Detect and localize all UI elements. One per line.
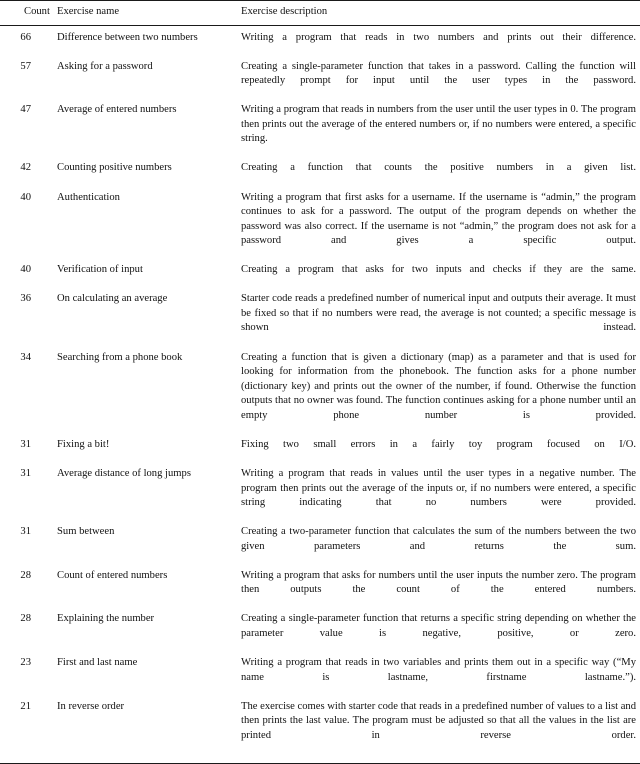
table-row	[0, 191, 640, 264]
cell-exercise-description: Fixing two small errors in a fairly toy program focused on I/O.	[241, 438, 636, 450]
table-row	[0, 569, 640, 613]
table-row	[0, 525, 640, 569]
cell-exercise-description: Creating a function that is given a dictionary (map) as a parameter and that is used for looking for information from the phonebook. The function asks for a phone number (dictionary key) and prints out the owner of the number, if found. Otherwise the function outputs that no owner was found. The function continues asking for a phone number until an empty phone number is provided.	[241, 351, 636, 421]
cell-count: 31	[20, 526, 31, 538]
cell-count: 31	[20, 438, 31, 450]
table-row	[0, 60, 640, 104]
cell-exercise-description: Creating a function that counts the positive numbers in a given list.	[241, 162, 636, 174]
table-row	[0, 292, 640, 350]
cell-count: 42	[20, 162, 31, 174]
cell-count: 40	[20, 191, 31, 203]
table-row	[0, 31, 640, 60]
cell-count: 31	[20, 467, 31, 479]
cell-count: 57	[20, 60, 31, 72]
table-body	[0, 31, 640, 758]
cell-exercise-description: The exercise comes with starter code that reads in a predefined number of values to a list and then prints the last value. The program must be adjusted so that all the values in the list are printed in reverse order.	[241, 700, 636, 741]
cell-count: 28	[20, 613, 31, 625]
cell-exercise-description: Writing a program that reads in numbers from the user until the user types in 0. The program then prints out the average of the entered numbers or, if no numbers were entered, a specific string.	[241, 104, 636, 145]
cell-exercise-name: Difference between two numbers	[57, 31, 198, 43]
table-row	[0, 467, 640, 525]
cell-count: 23	[20, 657, 31, 669]
exercise-table	[0, 5, 640, 20]
cell-exercise-name: In reverse order	[57, 700, 125, 712]
table-row	[0, 351, 640, 438]
cell-exercise-name: Explaining the number	[57, 613, 155, 625]
cell-exercise-name: Verification of input	[57, 264, 143, 276]
cell-exercise-description: Creating a single-parameter function that returns a specific string depending on whether the parameter value is negative, positive, or zero.	[241, 613, 636, 639]
cell-exercise-name: First and last name	[57, 657, 138, 669]
cell-count: 34	[20, 351, 31, 363]
table-row	[0, 263, 640, 292]
cell-exercise-name: On calculating an average	[57, 293, 168, 305]
cell-count: 21	[20, 700, 31, 712]
column-header-exercise-description: Exercise description	[241, 6, 328, 17]
cell-exercise-name: Sum between	[57, 526, 115, 538]
cell-exercise-name: Average distance of long jumps	[57, 467, 191, 479]
table-header-row	[0, 5, 640, 20]
cell-exercise-description: Writing a program that reads in values until the user types in a negative number. The program then prints out the average of the inputs or, if no numbers were entered, a specific string indicating that no numbers were provided.	[241, 467, 636, 509]
cell-exercise-description: Writing a program that reads in two numbers and prints out their difference.	[241, 31, 636, 43]
cell-exercise-description: Writing a program that first asks for a username. If the username is “admin,” the program continues to ask for a password. The output of the program depends on whether the password was also correct. If the username is not “admin,” the program does not ask for a password and gives a specific output.	[241, 191, 636, 247]
cell-count: 28	[20, 569, 31, 581]
cell-exercise-name: Searching from a phone book	[57, 351, 183, 363]
cell-exercise-name: Average of entered numbers	[57, 104, 177, 116]
cell-count: 47	[20, 104, 31, 116]
column-header-exercise-name: Exercise name	[57, 6, 120, 17]
cell-exercise-name: Asking for a password	[57, 60, 153, 72]
table-header	[0, 5, 640, 20]
cell-exercise-description: Creating a program that asks for two inputs and checks if they are the same.	[241, 264, 636, 276]
cell-exercise-name: Counting positive numbers	[57, 162, 172, 174]
cell-count: 40	[20, 264, 31, 276]
cell-exercise-description: Writing a program that reads in two variables and prints them out in a specific way (“My name is lastname, firstname lastname.”).	[241, 657, 636, 683]
table-row	[0, 103, 640, 161]
table-row	[0, 612, 640, 656]
table-row	[0, 161, 640, 190]
cell-count: 66	[20, 31, 31, 43]
cell-exercise-description: Writing a program that asks for numbers until the user inputs the number zero. The program then outputs the count of the entered numbers.	[241, 569, 636, 596]
cell-count: 36	[20, 293, 31, 305]
cell-exercise-name: Authentication	[57, 191, 120, 203]
table-row	[0, 700, 640, 758]
cell-exercise-description: Creating a two-parameter function that calculates the sum of the numbers between the two given parameters and returns the sum.	[241, 526, 636, 552]
exercise-table-body	[0, 31, 640, 758]
cell-exercise-name: Fixing a bit!	[57, 438, 110, 450]
table-row	[0, 656, 640, 700]
cell-exercise-description: Starter code reads a predefined number of numerical input and outputs their average. It must be fixed so that if no numbers were read, the average is not counted; a specific message is shown instead.	[241, 293, 636, 334]
cell-exercise-description: Creating a single-parameter function that takes in a password. Calling the function will repeatedly prompt for input until the user types in the password.	[241, 60, 636, 87]
table-row	[0, 438, 640, 467]
column-header-count: Count	[24, 6, 50, 17]
cell-exercise-name: Count of entered numbers	[57, 569, 168, 581]
